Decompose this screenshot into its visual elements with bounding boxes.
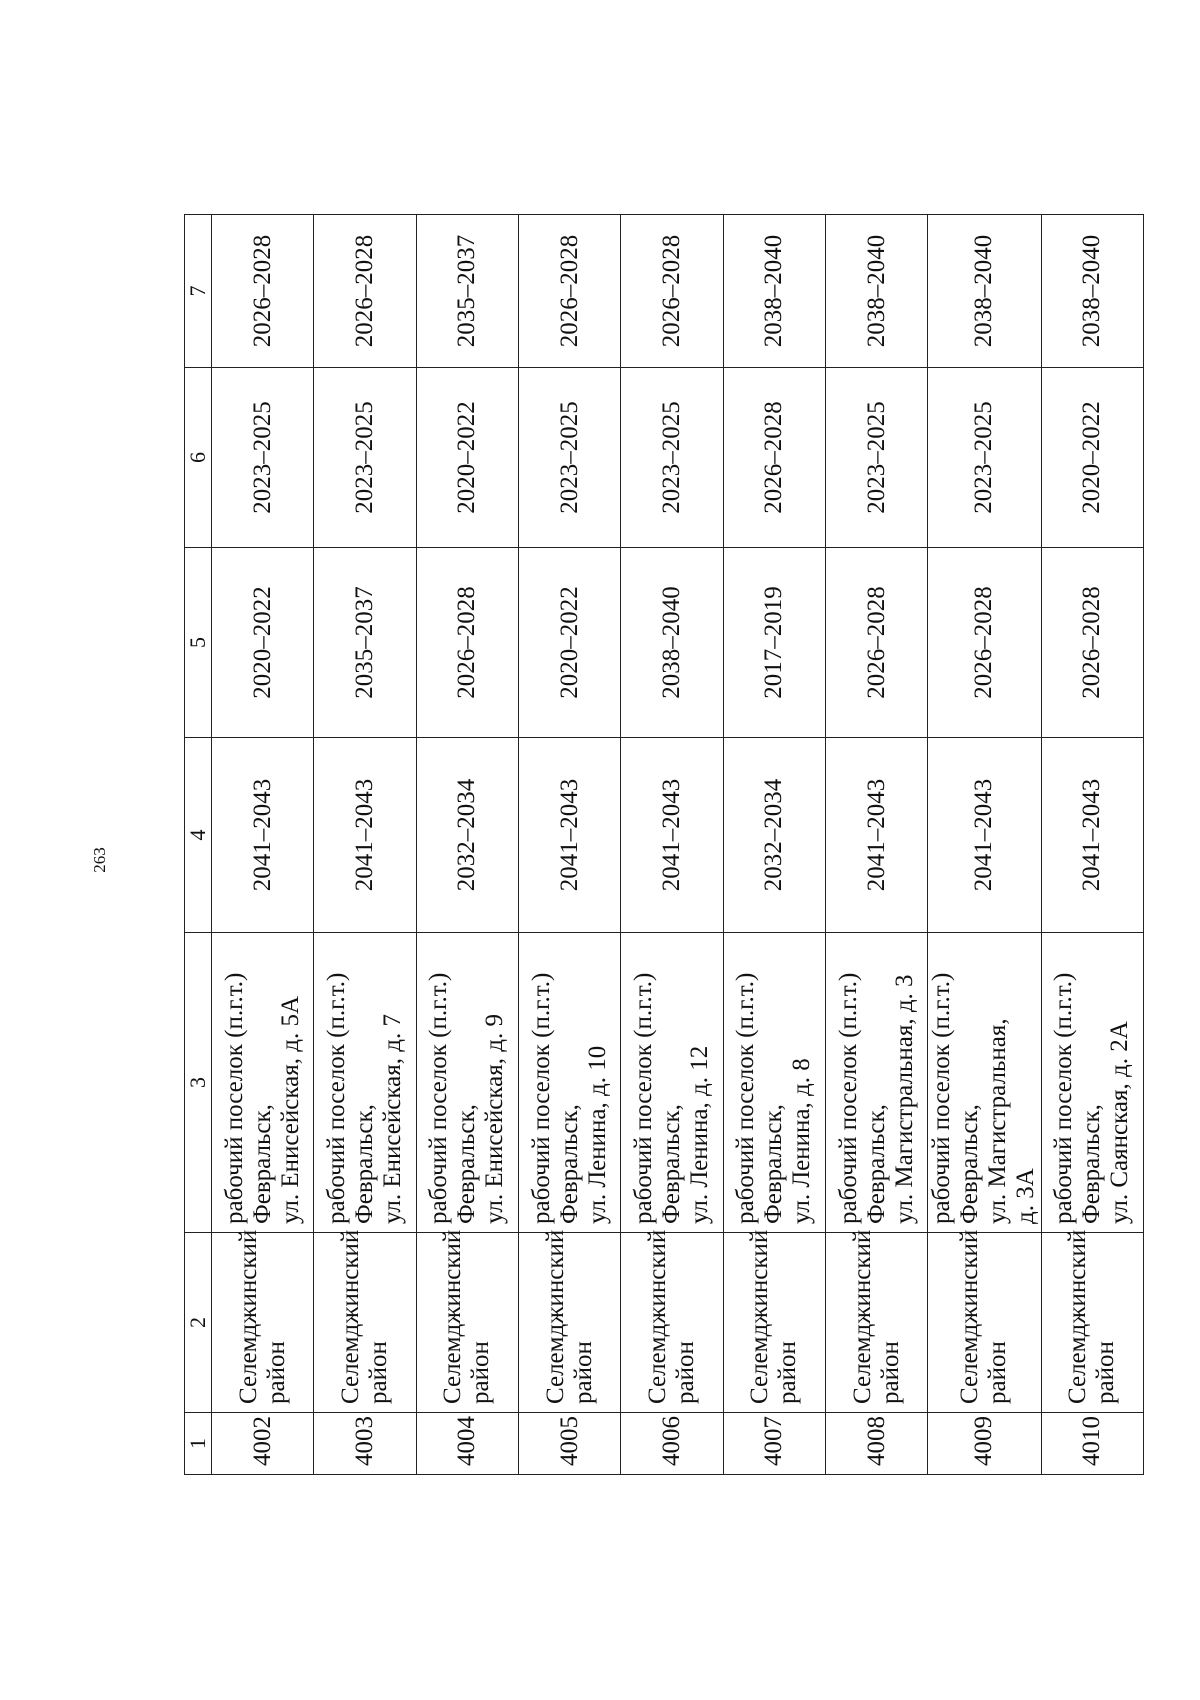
address-cell [825,933,927,1233]
address-line: рабочий поселок (п.г.т.) [322,972,350,1224]
period-cell-c7: 2038–2040 [723,215,825,368]
period-cell-c5: 2026–2028 [928,548,1041,738]
address-line: ул. Ленина, д. 12 [685,1045,713,1224]
address-line: ул. Ленина, д. 8 [788,1058,816,1224]
period-cell-c6: 2023–2025 [825,368,927,548]
district-line: Селемджинский [848,1229,876,1404]
district-line: Селемджинский [746,1229,774,1404]
period-cell-c6: 2023–2025 [518,368,620,548]
table-row [212,215,314,1475]
address-cell [416,933,518,1233]
address-line: Февральск, [657,1104,685,1224]
district-cell [1041,1229,1143,1413]
period-cell-c5: 2017–2019 [723,548,825,738]
district-line: район [876,1341,904,1404]
period-cell-c7: 2026–2028 [621,215,723,368]
address-cell [518,933,620,1233]
period-cell-c7: 2026–2028 [518,215,620,368]
address-line: рабочий поселок (п.г.т.) [220,972,248,1224]
column-header-4: 4 [185,738,212,933]
address-line: рабочий поселок (п.г.т.) [425,972,453,1224]
period-cell-c4: 2041–2043 [314,738,416,933]
address-cell [621,933,723,1233]
district-line: Селемджинский [1064,1229,1092,1404]
row-number-cell: 4007 [723,1413,825,1475]
page-number: 263 [90,847,109,873]
district-cell [212,1229,314,1413]
address-line: рабочий поселок (п.г.т.) [1050,972,1078,1224]
table-row [928,215,1041,1475]
column-number-header-row [185,215,212,1475]
district-cell [928,1229,1041,1413]
address-line: Февральск, [760,1104,788,1224]
period-cell-c5: 2035–2037 [314,548,416,738]
address-cell [1041,933,1143,1233]
district-line: Селемджинский [956,1229,984,1404]
period-cell-c7: 2038–2040 [825,215,927,368]
column-header-1: 1 [185,1413,212,1475]
address-line: рабочий поселок (п.г.т.) [928,972,956,1224]
table-body [212,215,1144,1475]
period-cell-c6: 2023–2025 [314,368,416,548]
registry-table [184,214,1144,1475]
row-number-cell: 4009 [928,1413,1041,1475]
district-line: район [364,1341,392,1404]
address-line: Февральск, [1078,1104,1106,1224]
period-cell-c6: 2020–2022 [416,368,518,548]
district-line: Селемджинский [541,1229,569,1404]
address-line: рабочий поселок (п.г.т.) [629,972,657,1224]
district-line: район [467,1341,495,1404]
district-line: район [569,1341,597,1404]
address-line: Февральск, [453,1104,481,1224]
column-header-6: 6 [185,368,212,548]
address-cell [928,933,1041,1233]
address-line: Февральск, [350,1104,378,1224]
district-cell [416,1229,518,1413]
address-line: Февральск, [555,1104,583,1224]
table-row [723,215,825,1475]
period-cell-c4: 2041–2043 [212,738,314,933]
period-cell-c7: 2026–2028 [212,215,314,368]
address-cell [314,933,416,1233]
period-cell-c4: 2032–2034 [723,738,825,933]
table-row [621,215,723,1475]
period-cell-c4: 2041–2043 [621,738,723,933]
row-number-cell: 4005 [518,1413,620,1475]
row-number-cell: 4008 [825,1413,927,1475]
district-line: район [1092,1341,1120,1404]
address-line: рабочий поселок (п.г.т.) [834,972,862,1224]
period-cell-c7: 2038–2040 [928,215,1041,368]
address-line: Февральск, [862,1104,890,1224]
row-number-cell: 4010 [1041,1413,1143,1475]
district-line: Селемджинский [439,1229,467,1404]
table-row [825,215,927,1475]
period-cell-c5: 2026–2028 [825,548,927,738]
district-line: Селемджинский [234,1229,262,1404]
period-cell-c4: 2041–2043 [518,738,620,933]
column-header-2: 2 [185,1233,212,1413]
address-cell [212,933,314,1233]
period-cell-c6: 2020–2022 [1041,368,1143,548]
rotated-table-container [184,215,1144,1475]
address-line: ул. Енисейская, д. 5А [276,995,304,1224]
table-row [518,215,620,1475]
period-cell-c5: 2020–2022 [212,548,314,738]
address-line: Февральск, [956,1104,984,1224]
period-cell-c7: 2026–2028 [314,215,416,368]
address-cell [723,933,825,1233]
address-line: рабочий поселок (п.г.т.) [732,972,760,1224]
period-cell-c4: 2041–2043 [825,738,927,933]
period-cell-c5: 2026–2028 [416,548,518,738]
row-number-cell: 4006 [621,1413,723,1475]
address-line: ул. Саянская, д. 2А [1106,1021,1134,1224]
address-line: рабочий поселок (п.г.т.) [527,972,555,1224]
period-cell-c5: 2026–2028 [1041,548,1143,738]
row-number-cell: 4004 [416,1413,518,1475]
district-cell [314,1229,416,1413]
district-cell [825,1229,927,1413]
district-line: район [774,1341,802,1404]
address-line: ул. Магистральная, [984,1018,1012,1224]
period-cell-c6: 2023–2025 [928,368,1041,548]
column-header-5: 5 [185,548,212,738]
period-cell-c7: 2035–2037 [416,215,518,368]
address-line: ул. Магистральная, д. 3 [890,974,918,1224]
district-line: Селемджинский [643,1229,671,1404]
table-row [416,215,518,1475]
period-cell-c7: 2038–2040 [1041,215,1143,368]
district-line: район [671,1341,699,1404]
period-cell-c4: 2032–2034 [416,738,518,933]
district-line: Селемджинский [336,1229,364,1404]
table-row [1041,215,1143,1475]
address-line: Февральск, [248,1104,276,1224]
address-line: ул. Ленина, д. 10 [583,1045,611,1224]
row-number-cell: 4003 [314,1413,416,1475]
column-header-3: 3 [185,933,212,1233]
period-cell-c5: 2020–2022 [518,548,620,738]
period-cell-c4: 2041–2043 [1041,738,1143,933]
period-cell-c5: 2038–2040 [621,548,723,738]
district-cell [518,1229,620,1413]
district-line: район [262,1341,290,1404]
period-cell-c6: 2023–2025 [212,368,314,548]
table-row [314,215,416,1475]
address-line: ул. Енисейская, д. 9 [481,1014,509,1224]
period-cell-c6: 2026–2028 [723,368,825,548]
address-line: ул. Енисейская, д. 7 [378,1014,406,1224]
period-cell-c6: 2023–2025 [621,368,723,548]
period-cell-c4: 2041–2043 [928,738,1041,933]
district-line: район [984,1341,1012,1404]
address-line: д. 3А [1012,1168,1040,1224]
district-cell [723,1229,825,1413]
row-number-cell: 4002 [212,1413,314,1475]
column-header-7: 7 [185,215,212,368]
district-cell [621,1229,723,1413]
